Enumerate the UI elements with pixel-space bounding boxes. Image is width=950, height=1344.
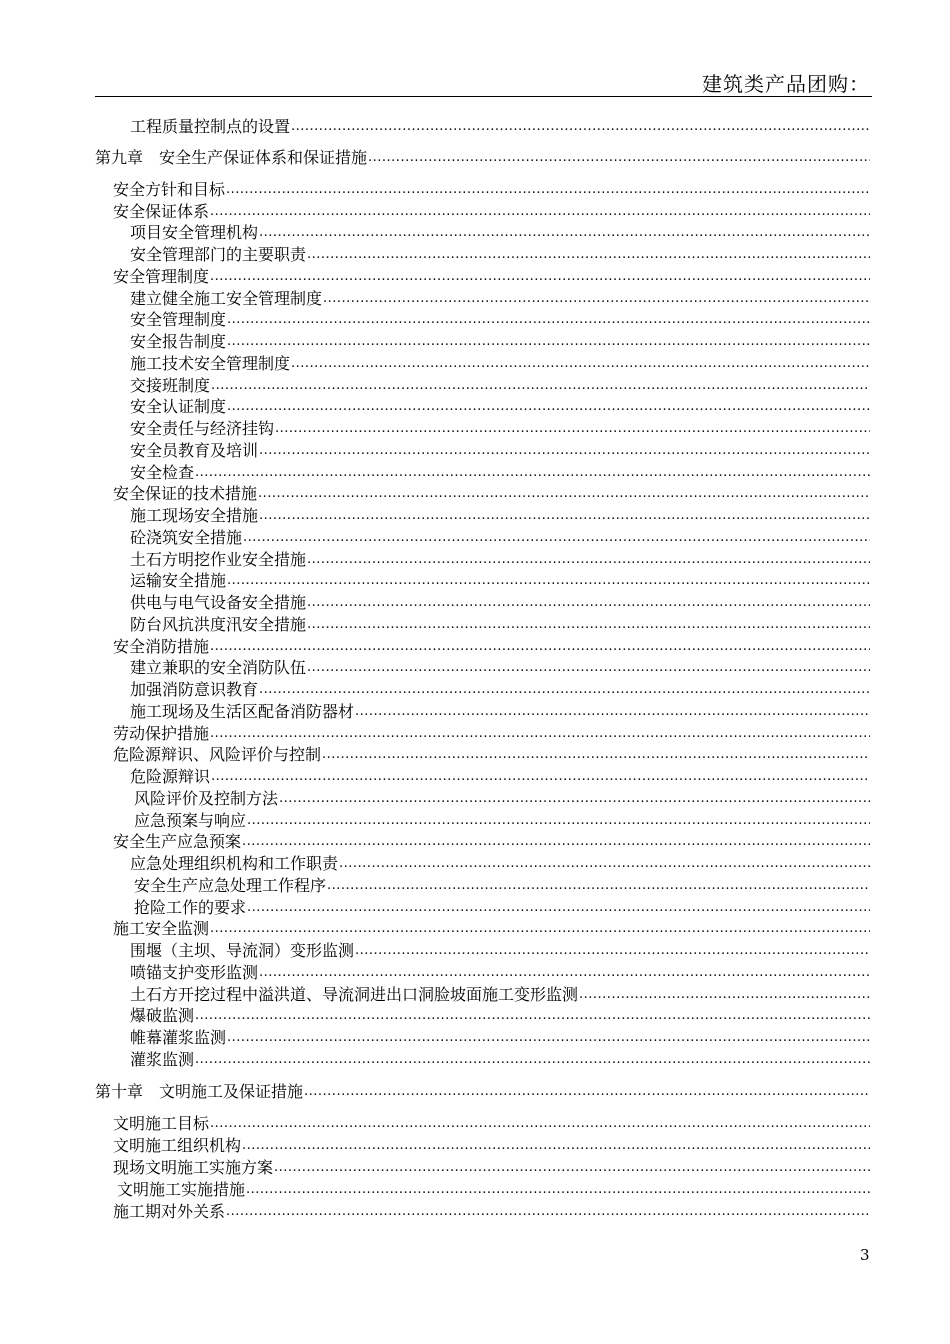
leader-dots [227,1028,870,1048]
toc-entry[interactable] [95,1156,870,1178]
leader-dots [211,376,870,396]
leader-dots [210,202,870,222]
toc-entry-label: 施工现场及生活区配备消防器材 [130,702,355,721]
toc-entry[interactable] [95,896,870,918]
toc-entry[interactable] [95,504,870,526]
toc-entry[interactable] [95,482,870,504]
toc-entry[interactable] [95,939,870,961]
toc-entry-label: 围堰（主坝、导流洞）变形监测 [130,941,355,960]
page-header [95,66,872,97]
toc-entry-label: 土石方明挖作业安全措施 [130,550,307,569]
leader-dots [279,789,870,809]
toc-entry-label: 施工期对外关系 [113,1202,226,1221]
toc-entry[interactable] [95,178,870,200]
toc-entry-label: 爆破监测 [130,1006,195,1025]
toc-entry[interactable] [95,548,870,570]
leader-dots [242,832,870,852]
toc-entry[interactable] [95,1026,870,1048]
toc-entry-label: 危险源辩识、风险评价与控制 [113,745,322,764]
toc-entry-label: 工程质量控制点的设置 [130,117,291,136]
toc-entry-label: 安全管理部门的主要职责 [130,245,307,264]
toc-entry-label: 土石方开挖过程中溢洪道、导流洞进出口洞脸坡面施工变形监测 [130,985,579,1004]
toc-entry[interactable] [95,1048,870,1070]
leader-dots [307,658,870,678]
toc-entry[interactable] [95,1134,870,1156]
leader-dots [227,332,870,352]
leader-dots [226,180,870,200]
toc-entry[interactable] [95,591,870,613]
leader-dots [210,724,870,744]
leader-dots [304,1082,870,1102]
leader-dots [259,223,870,243]
leader-dots [259,441,870,461]
toc-entry-label: 施工技术安全管理制度 [130,354,291,373]
toc-entry[interactable] [95,961,870,983]
toc-entry[interactable] [95,1200,870,1222]
toc-entry[interactable] [95,526,870,548]
leader-dots [274,1158,870,1178]
toc-entry[interactable] [95,221,870,243]
leader-dots [227,310,870,330]
leader-dots [258,484,870,504]
toc-entry-label: 运输安全措施 [130,571,227,590]
toc-entry[interactable] [95,809,870,831]
toc-entry-label: 安全保证体系 [113,202,210,221]
toc-entry-label: 施工现场安全措施 [130,506,259,525]
toc-entry[interactable] [95,830,870,852]
leader-dots [226,1202,870,1222]
leader-dots [355,941,870,961]
toc-entry-label: 危险源辩识 [130,767,211,786]
toc-entry-label: 风险评价及控制方法 [134,789,279,808]
toc-entry[interactable] [95,722,870,744]
toc-entry[interactable] [95,635,870,657]
toc-entry-label: 建立健全施工安全管理制度 [130,289,323,308]
leader-dots [210,1114,870,1134]
toc-entry[interactable] [95,765,870,787]
toc-entry-label: 安全报告制度 [130,332,227,351]
toc-entry-label: 安全生产应急预案 [113,832,242,851]
toc-entry[interactable] [95,787,870,809]
leader-dots [195,463,870,483]
toc-chapter[interactable] [95,1080,870,1102]
toc-entry[interactable] [95,200,870,222]
toc-entry-label: 砼浇筑安全措施 [130,528,243,547]
toc-entry[interactable] [95,1178,870,1200]
toc-entry-label: 第十章 文明施工及保证措施 [95,1082,304,1101]
toc-entry-label: 喷锚支护变形监测 [130,963,259,982]
leader-dots [259,680,870,700]
leader-dots [246,1180,870,1200]
toc-entry-label: 供电与电气设备安全措施 [130,593,307,612]
toc-entry-label: 应急处理组织机构和工作职责 [130,854,339,873]
toc-entry-label: 现场文明施工实施方案 [113,1158,274,1177]
toc-entry[interactable] [95,352,870,374]
toc-entry-label: 安全管理制度 [130,310,227,329]
leader-dots [307,593,870,613]
toc-entry-label: 安全消防措施 [113,637,210,656]
toc-entry[interactable] [95,265,870,287]
leader-dots [195,1006,870,1026]
leader-dots [247,898,870,918]
leader-dots [242,1136,870,1156]
leader-dots [327,876,870,896]
page-number: 3 [860,1246,870,1264]
leader-dots [227,571,870,591]
toc-entry-label: 安全员教育及培训 [130,441,259,460]
toc-entry[interactable] [95,613,870,635]
leader-dots [211,767,870,787]
toc-entry[interactable] [95,678,870,700]
toc-entry-label: 第九章 安全生产保证体系和保证措施 [95,148,368,167]
leader-dots [307,550,870,570]
toc-entry-label: 安全检查 [130,463,195,482]
leader-dots [307,615,870,635]
leader-dots [339,854,870,874]
toc-entry[interactable] [95,983,870,1005]
leader-dots [291,354,870,374]
toc-entry[interactable] [95,308,870,330]
leader-dots [259,963,870,983]
toc-entry[interactable] [95,330,870,352]
toc-entry-label: 抢险工作的要求 [134,898,247,917]
toc-entry[interactable] [95,700,870,722]
toc-entry-label: 灌浆监测 [130,1050,195,1069]
toc-chapter[interactable] [95,146,870,168]
leader-dots [210,919,870,939]
leader-dots [227,397,870,417]
toc-entry[interactable] [95,1112,870,1134]
toc-entry[interactable] [95,852,870,874]
toc-entry-label: 建立兼职的安全消防队伍 [130,658,307,677]
leader-dots [259,506,870,526]
leader-dots [323,289,870,309]
toc-entry[interactable] [95,417,870,439]
toc-entry-label: 加强消防意识教育 [130,680,259,699]
leader-dots [368,148,870,168]
toc-entry-label: 文明施工组织机构 [113,1136,242,1155]
toc-entry-label: 防台风抗洪度汛安全措施 [130,615,307,634]
leader-dots [210,637,870,657]
toc-entry-label: 文明施工目标 [113,1114,210,1133]
toc-entry[interactable] [95,917,870,939]
toc-entry-label: 劳动保护措施 [113,724,210,743]
toc-entry-label: 帷幕灌浆监测 [130,1028,227,1047]
toc-entry[interactable] [95,395,870,417]
toc-entry[interactable] [95,115,870,137]
toc-entry-label: 项目安全管理机构 [130,223,259,242]
toc-entry[interactable] [95,439,870,461]
toc-entry-label: 安全生产应急处理工作程序 [134,876,327,895]
toc-entry-label: 文明施工实施措施 [117,1180,246,1199]
toc-entry[interactable] [95,461,870,483]
toc-entry-label: 安全保证的技术措施 [113,484,258,503]
leader-dots [243,528,870,548]
toc-entry[interactable] [95,243,870,265]
toc-entry[interactable] [95,287,870,309]
leader-dots [195,1050,870,1070]
toc-entry-label: 安全认证制度 [130,397,227,416]
toc-entry-label: 安全管理制度 [113,267,210,286]
leader-dots [275,419,870,439]
leader-dots [579,985,870,1005]
leader-dots [291,117,870,137]
leader-dots [355,702,870,722]
toc-entry-label: 安全责任与经济挂钩 [130,419,275,438]
toc-entry-label: 施工安全监测 [113,919,210,938]
leader-dots [322,745,870,765]
toc-entry-label: 交接班制度 [130,376,211,395]
toc-entry[interactable] [95,656,870,678]
toc-entry-label: 安全方针和目标 [113,180,226,199]
leader-dots [247,811,870,831]
toc-entry[interactable] [95,374,870,396]
leader-dots [210,267,870,287]
toc-entry[interactable] [95,743,870,765]
leader-dots [307,245,870,265]
header-title: 建筑类产品团购： [702,72,870,96]
toc-entry[interactable] [95,874,870,896]
toc-entry-label: 应急预案与响应 [134,811,247,830]
toc-entry[interactable] [95,1004,870,1026]
toc-entry[interactable] [95,569,870,591]
